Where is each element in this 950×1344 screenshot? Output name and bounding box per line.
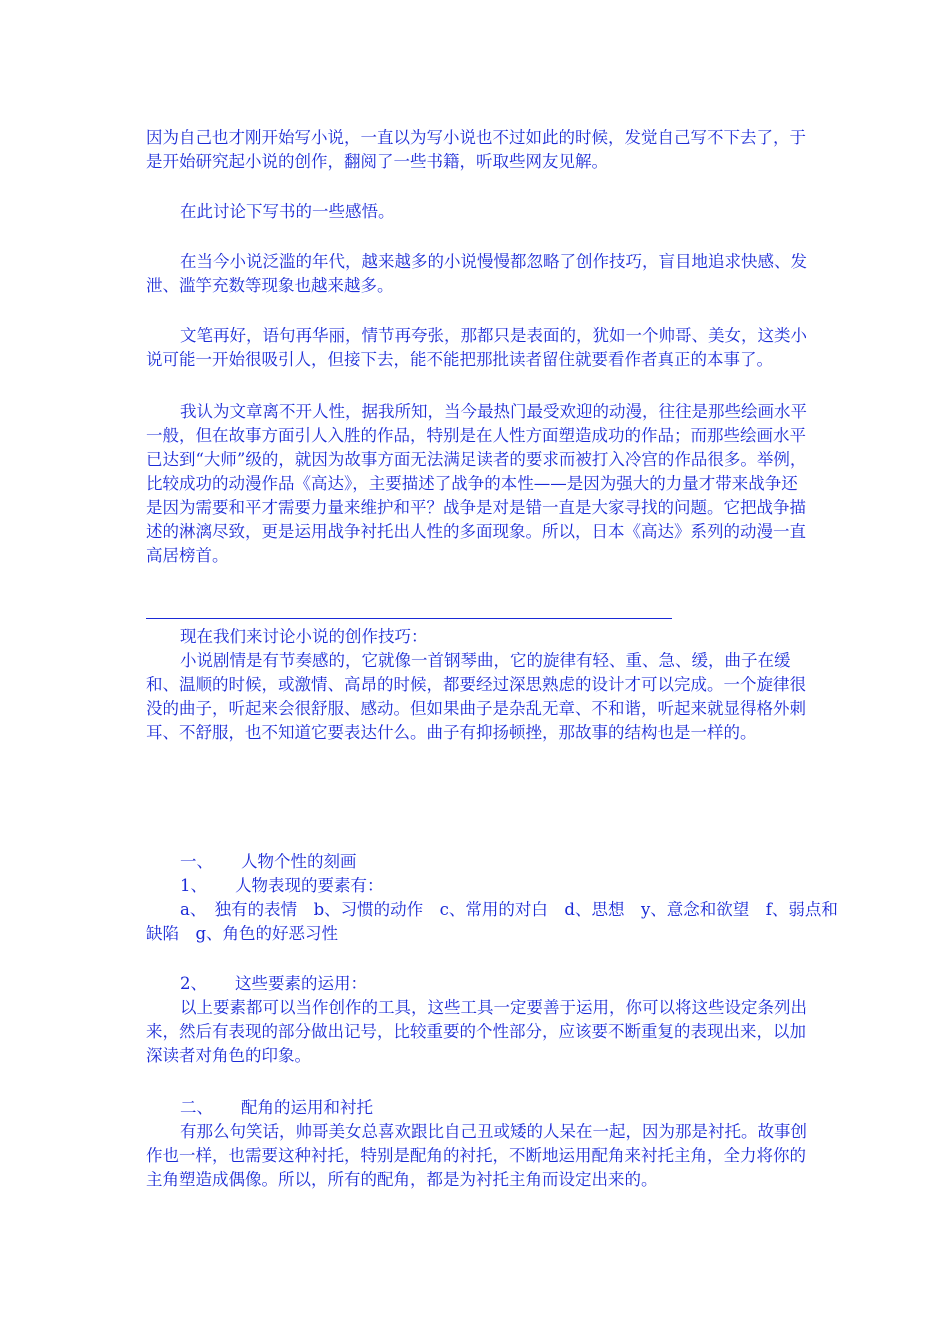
subsection-title: 这些要素的运用： bbox=[235, 974, 367, 993]
paragraph-intro: 因为自己也才刚开始写小说，一直以为写小说也不过如此的时候，发觉自己写不下去了，于是开始研究起小说的创作，翻阅了一些书籍，听取些网友见解。 bbox=[146, 128, 806, 171]
paragraph-element-usage: 以上要素都可以当作创作的工具，这些工具一定要善于运用，你可以将这些设定条列出来，然后有表现的部分做出记号，比较重要的个性部分，应该要不断重复的表现出来，以加深读者对角色的印象。 bbox=[146, 998, 807, 1065]
attribute-list-line: 缺陷 g、角色的好恶习性 bbox=[146, 924, 339, 943]
horizontal-divider bbox=[146, 618, 672, 619]
section-number: 一、 bbox=[180, 852, 213, 871]
paragraph-current-state: 在当今小说泛滥的年代，越来越多的小说慢慢都忽略了创作技巧，盲目地追求快感、发泄、滥竽充数等现象也越来越多。 bbox=[146, 252, 807, 295]
paragraph-techniques-intro: 现在我们来讨论小说的创作技巧： bbox=[180, 627, 428, 646]
section-number: 二、 bbox=[180, 1098, 213, 1117]
section-title: 配角的运用和衬托 bbox=[241, 1098, 373, 1117]
paragraph-supporting-roles: 有那么句笑话，帅哥美女总喜欢跟比自己丑或矮的人呆在一起，因为那是衬托。故事创作也一样，也需要这种衬托，特别是配角的衬托，不断地运用配角来衬托主角，全力将你的主角塑造成偶像。所以，所有的配角，都是为衬托主角而设定出来的。 bbox=[146, 1122, 807, 1189]
subsection-number: 1、 bbox=[180, 876, 207, 895]
subsection-heading-1 bbox=[146, 874, 812, 898]
section-heading-2 bbox=[146, 1096, 812, 1120]
section-heading-1 bbox=[146, 850, 812, 874]
subsection-title: 人物表现的要素有： bbox=[235, 876, 384, 895]
section-title: 人物个性的刻画 bbox=[241, 852, 357, 871]
subsection-number: 2、 bbox=[180, 974, 207, 993]
subsection-heading-2 bbox=[146, 972, 812, 996]
paragraph-writing-style: 文笔再好，语句再华丽，情节再夸张，那都只是表面的，犹如一个帅哥、美女，这类小说可能一开始很吸引人，但接下去，能不能把那批读者留住就要看作者真正的本事了。 bbox=[146, 326, 807, 369]
attribute-list bbox=[146, 898, 838, 946]
paragraph-humanity: 我认为文章离不开人性，据我所知，当今最热门最受欢迎的动漫，往往是那些绘画水平一般，但在故事方面引人入胜的作品，特别是在人性方面塑造成功的作品；而那些绘画水平已达到“大师”级的，就因为故事方面无法满足读者的要求而被打入冷宫的作品很多。举例，比较成功的动漫作品《高达》，主要描述了战争的本性——是因为强大的力量才带来战争还是因为需要和平才需要力量来维护和平？战争是对是错一直是大家寻找的问题。它把战争描述的淋漓尽致，更是运用战争衬托出人性的多面现象。所以，日本《高达》系列的动漫一直高居榜首。 bbox=[146, 402, 807, 565]
attribute-list-line: a、 独有的表情 b、习惯的动作 c、常用的对白 d、思想 y、意念和欲望 f、弱点和 bbox=[180, 900, 838, 919]
paragraph-topic: 在此讨论下写书的一些感悟。 bbox=[180, 202, 395, 221]
paragraph-rhythm: 小说剧情是有节奏感的，它就像一首钢琴曲，它的旋律有轻、重、急、缓，曲子在缓和、温顺的时候，或激情、高昂的时候，都要经过深思熟虑的设计才可以完成。一个旋律很没的曲子，听起来会很舒服、感动。但如果曲子是杂乱无章、不和谐，听起来就显得格外刺耳、不舒服，也不知道它要表达什么。曲子有抑扬顿挫，那故事的结构也是一样的。 bbox=[146, 651, 806, 742]
